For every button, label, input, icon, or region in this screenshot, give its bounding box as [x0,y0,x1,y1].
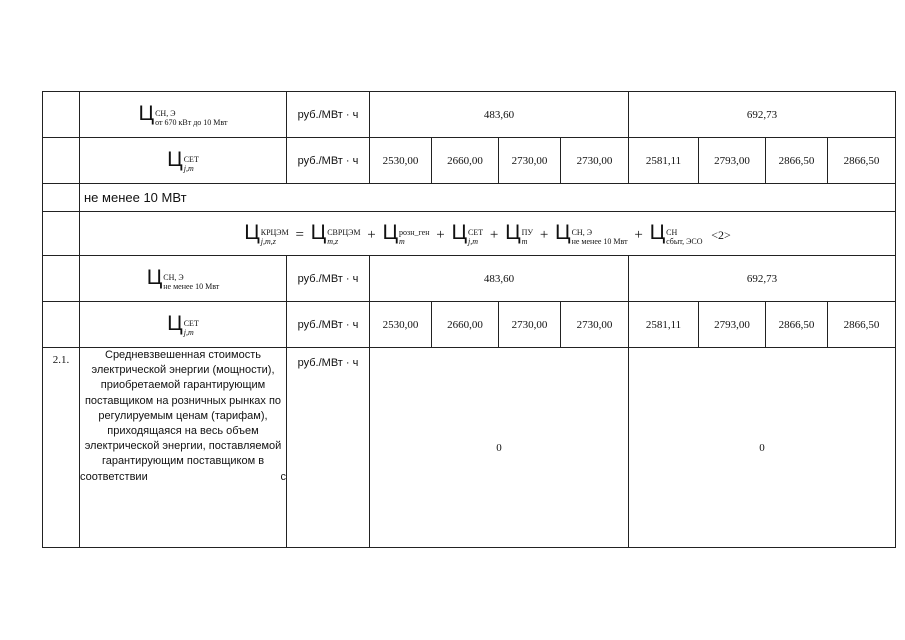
item-number: 2.1. [43,348,80,548]
formula-term: Ц ПУ m [505,221,534,246]
num-cell [43,302,80,348]
value-cell: 692,73 [629,256,896,302]
plus-sign: + [489,227,499,244]
value-cell: 2581,11 [629,302,699,348]
value-cell: 2866,50 [766,302,828,348]
value-cell: 2660,00 [432,302,499,348]
value-cell: 2730,00 [499,302,561,348]
formula-term: Ц СН, Э не менее 10 Мвт [555,221,628,246]
value-cell: 2660,00 [432,138,499,184]
table-row [43,302,896,348]
value-cell: 2730,00 [499,138,561,184]
unit-cell: руб./МВт · ч [287,138,370,184]
section-label: не менее 10 МВт [80,184,896,212]
unit-cell: руб./МВт · ч [287,256,370,302]
unit-cell: руб./МВт · ч [287,92,370,138]
table-row [43,212,896,256]
value-cell: 2866,50 [828,302,896,348]
value-cell: 0 [629,348,896,548]
value-cell: 0 [370,348,629,548]
num-cell [43,138,80,184]
formula-lhs: Ц КРЦЭМ j,m,z [244,221,289,246]
num-cell [43,184,80,212]
value-cell: 2530,00 [370,302,432,348]
table-row [43,138,896,184]
value-cell: 2866,50 [828,138,896,184]
item-description: Средневзвешенная стоимость электрической энергии (мощности), приобретаемой гарантирующим поставщиком на розничных рынках по регулируемым ценам (тарифам), приходящаяся на весь объем электрической энергии, поставляемой гарантирующим поставщиком в соответствии с [80,348,287,548]
symbol-cell [80,138,287,184]
price-symbol: Ц СЕТ j,m [167,148,199,173]
plus-sign: + [539,227,549,244]
price-symbol: Ц СН, Э не менее 10 Мвт [146,266,220,291]
symbol-cell [80,92,287,138]
table-row [43,92,896,138]
formula-term: Ц СН сбыт, ЭСО [649,221,703,246]
formula-term: Ц розн_ген m [382,221,430,246]
price-symbol: Ц СЕТ j,m [167,312,199,337]
value-cell: 2793,00 [699,302,766,348]
unit-cell: руб./МВт · ч [287,348,370,548]
symbol-cell [80,302,287,348]
tariff-table [42,91,896,548]
num-cell [43,92,80,138]
num-cell [43,212,80,256]
symbol-cell [80,256,287,302]
table-row [43,256,896,302]
table-row [43,184,896,212]
formula-term: Ц СВРЦЭМ m,z [310,221,361,246]
num-cell [43,256,80,302]
price-symbol: Ц СН, Э от 670 кВт до 10 Мвт [138,102,228,127]
footnote-ref: <2> [711,228,731,243]
plus-sign: + [367,227,376,244]
value-cell: 483,60 [370,92,629,138]
plus-sign: + [436,227,445,244]
unit-cell: руб./МВт · ч [287,302,370,348]
value-cell: 2730,00 [561,302,629,348]
equals-sign: = [295,227,304,244]
value-cell: 2581,11 [629,138,699,184]
plus-sign: + [634,227,643,244]
formula-term: Ц СЕТ j,m [451,221,484,246]
value-cell: 692,73 [629,92,896,138]
formula-cell [80,212,896,256]
value-cell: 2530,00 [370,138,432,184]
table-row [43,348,896,548]
value-cell: 2730,00 [561,138,629,184]
value-cell: 2793,00 [699,138,766,184]
value-cell: 2866,50 [766,138,828,184]
value-cell: 483,60 [370,256,629,302]
